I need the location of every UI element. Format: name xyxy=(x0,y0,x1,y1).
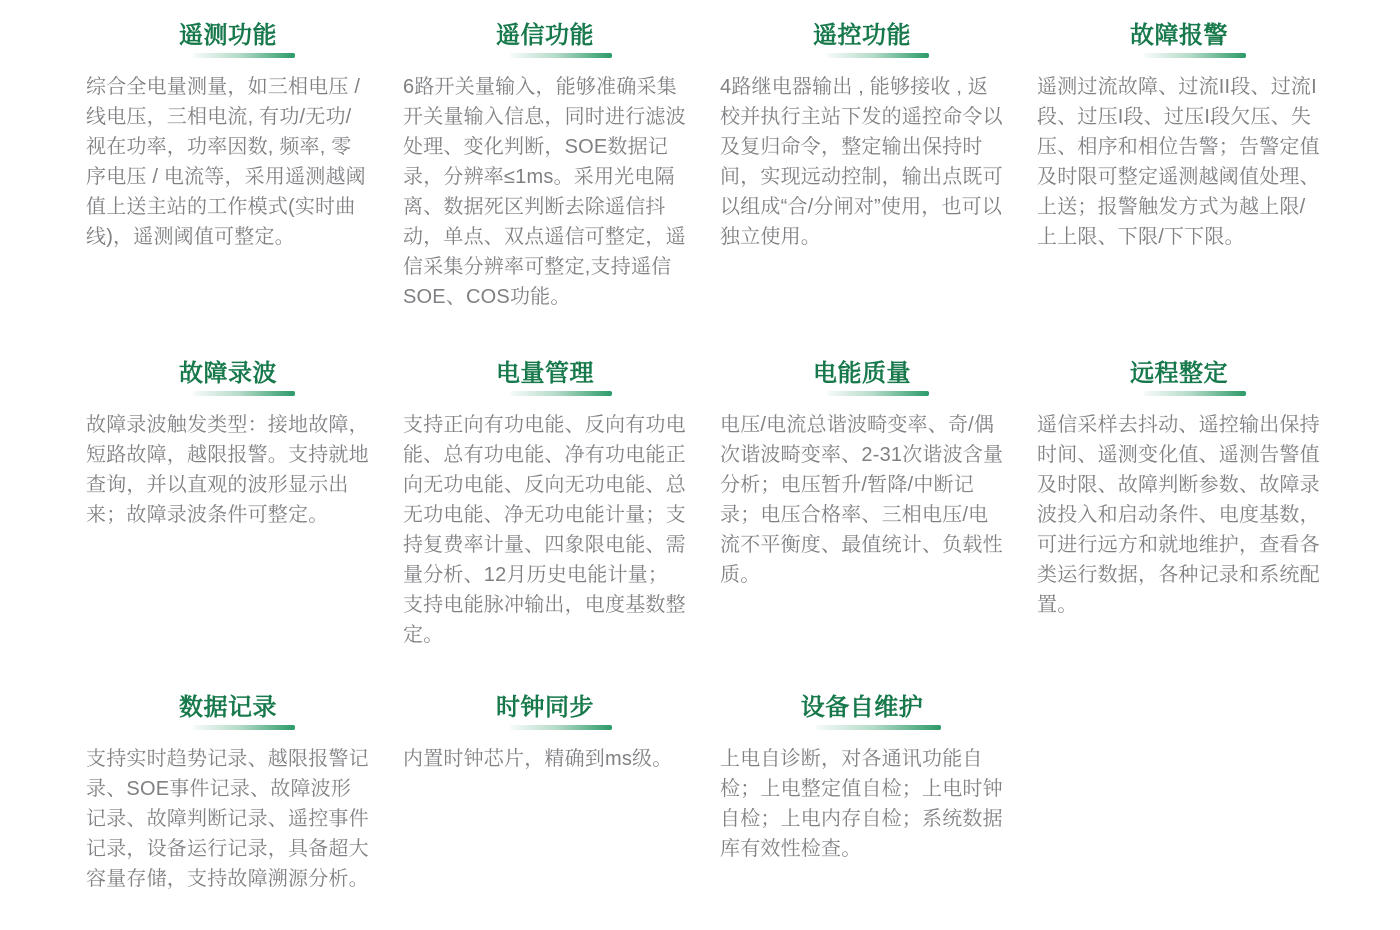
feature-title: 电量管理 xyxy=(496,360,594,387)
feature-title-row xyxy=(720,20,1004,58)
feature-title-row xyxy=(720,358,1004,396)
feature-card xyxy=(403,20,687,358)
feature-title-underline xyxy=(510,53,612,58)
feature-description: 内置时钟芯片，精确到ms级。 xyxy=(403,748,673,770)
feature-title-wrap xyxy=(1130,20,1228,58)
feature-title-underline xyxy=(815,725,942,730)
feature-description: 故障录波触发类型：接地故障，短路故障，越限报警。支持就地查询，并以直观的波形显示出来；故障录波条件可整定。 xyxy=(86,414,369,526)
feature-title-row xyxy=(403,358,687,396)
feature-title: 故障报警 xyxy=(1130,22,1228,49)
feature-card xyxy=(1037,20,1321,358)
feature-title-row xyxy=(720,692,1004,730)
feature-title-underline xyxy=(1144,391,1246,396)
feature-title: 遥测功能 xyxy=(179,22,277,49)
feature-card xyxy=(720,692,1004,914)
feature-title: 电能质量 xyxy=(813,360,911,387)
feature-title-wrap xyxy=(179,692,277,730)
feature-card xyxy=(86,20,370,358)
feature-title: 远程整定 xyxy=(1130,360,1228,387)
feature-description: 遥测过流故障、过流II段、过流I段、过压I段、过压I段欠压、失压、相序和相位告警；告警定值及时限可整定遥测越阈值处理、上送；报警触发方式为越上限/上上限、下限/下下限。 xyxy=(1037,76,1320,248)
feature-description: 支持正向有功电能、反向有功电能、总有功电能、净有功电能正向无功电能、反向无功电能、总无功电能、净无功电能计量；支持复费率计量、四象限电能、需量分析、12月历史电能计量；支持电能脉冲输出，电度基数整定。 xyxy=(403,414,686,646)
feature-title: 遥信功能 xyxy=(496,22,594,49)
feature-title-wrap xyxy=(496,692,594,730)
feature-title-row xyxy=(86,358,370,396)
feature-title-underline xyxy=(193,391,295,396)
feature-title-underline xyxy=(827,391,929,396)
feature-card xyxy=(720,358,1004,692)
feature-title-underline xyxy=(1144,53,1246,58)
feature-title-wrap xyxy=(496,358,594,396)
feature-title-wrap xyxy=(496,20,594,58)
feature-card xyxy=(86,692,370,914)
feature-title: 数据记录 xyxy=(179,694,277,721)
feature-title: 时钟同步 xyxy=(496,694,594,721)
feature-title: 遥控功能 xyxy=(813,22,911,49)
feature-title-row xyxy=(86,692,370,730)
feature-title-underline xyxy=(193,725,295,730)
feature-title-underline xyxy=(510,725,612,730)
feature-title-wrap xyxy=(1130,358,1228,396)
feature-card xyxy=(1037,358,1321,692)
feature-title: 故障录波 xyxy=(179,360,277,387)
feature-description: 电压/电流总谐波畸变率、奇/偶次谐波畸变率、2-31次谐波含量分析；电压暂升/暂降/中断记录；电压合格率、三相电压/电流不平衡度、最值统计、负载性质。 xyxy=(720,414,1004,586)
feature-title-underline xyxy=(827,53,929,58)
feature-title-underline xyxy=(193,53,295,58)
feature-card xyxy=(403,692,687,914)
feature-description: 6路开关量输入，能够准确采集开关量输入信息，同时进行滤波处理、变化判断，SOE数据记录，分辨率≤1ms。采用光电隔离、数据死区判断去除遥信抖动，单点、双点遥信可整定，遥信采集分辨率可整定,支持遥信SOE、COS功能。 xyxy=(403,76,686,308)
feature-title-row xyxy=(1037,20,1321,58)
feature-title-wrap xyxy=(813,358,911,396)
feature-title: 设备自维护 xyxy=(800,694,924,721)
feature-title-row xyxy=(403,20,687,58)
feature-title-row xyxy=(86,20,370,58)
feature-title-wrap xyxy=(813,20,911,58)
feature-title-wrap xyxy=(801,692,924,730)
feature-title-row xyxy=(1037,358,1321,396)
feature-card xyxy=(86,358,370,692)
feature-card xyxy=(403,358,687,692)
feature-description: 遥信采样去抖动、遥控输出保持时间、遥测变化值、遥测告警值及时限、故障判断参数、故障录波投入和启动条件、电度基数，可进行远方和就地维护，查看各类运行数据，各种记录和系统配置。 xyxy=(1037,414,1320,616)
feature-title-underline xyxy=(510,391,612,396)
feature-description: 支持实时趋势记录、越限报警记录、SOE事件记录、故障波形记录、故障判断记录、遥控事件记录，设备运行记录，具备超大容量存储，支持故障溯源分析。 xyxy=(86,748,369,890)
feature-description: 上电自诊断，对各通讯功能自检；上电整定值自检；上电时钟自检；上电内存自检；系统数据库有效性检查。 xyxy=(720,748,1003,860)
feature-description: 综合全电量测量，如三相电压 / 线电压，三相电流, 有功/无功/视在功率，功率因数, 频率, 零序电压 / 电流等，采用遥测越阈值上送主站的工作模式(实时曲线)，遥测阈值可整定。 xyxy=(86,76,366,248)
feature-title-wrap xyxy=(179,20,277,58)
feature-title-wrap xyxy=(179,358,277,396)
feature-title-row xyxy=(403,692,687,730)
feature-card xyxy=(720,20,1004,358)
feature-description: 4路继电器输出 , 能够接收 , 返校并执行主站下发的遥控命令以及复归命令，整定输出保持时间，实现远动控制，输出点既可以组成“合/分闸对”使用，也可以独立使用。 xyxy=(720,76,1003,248)
